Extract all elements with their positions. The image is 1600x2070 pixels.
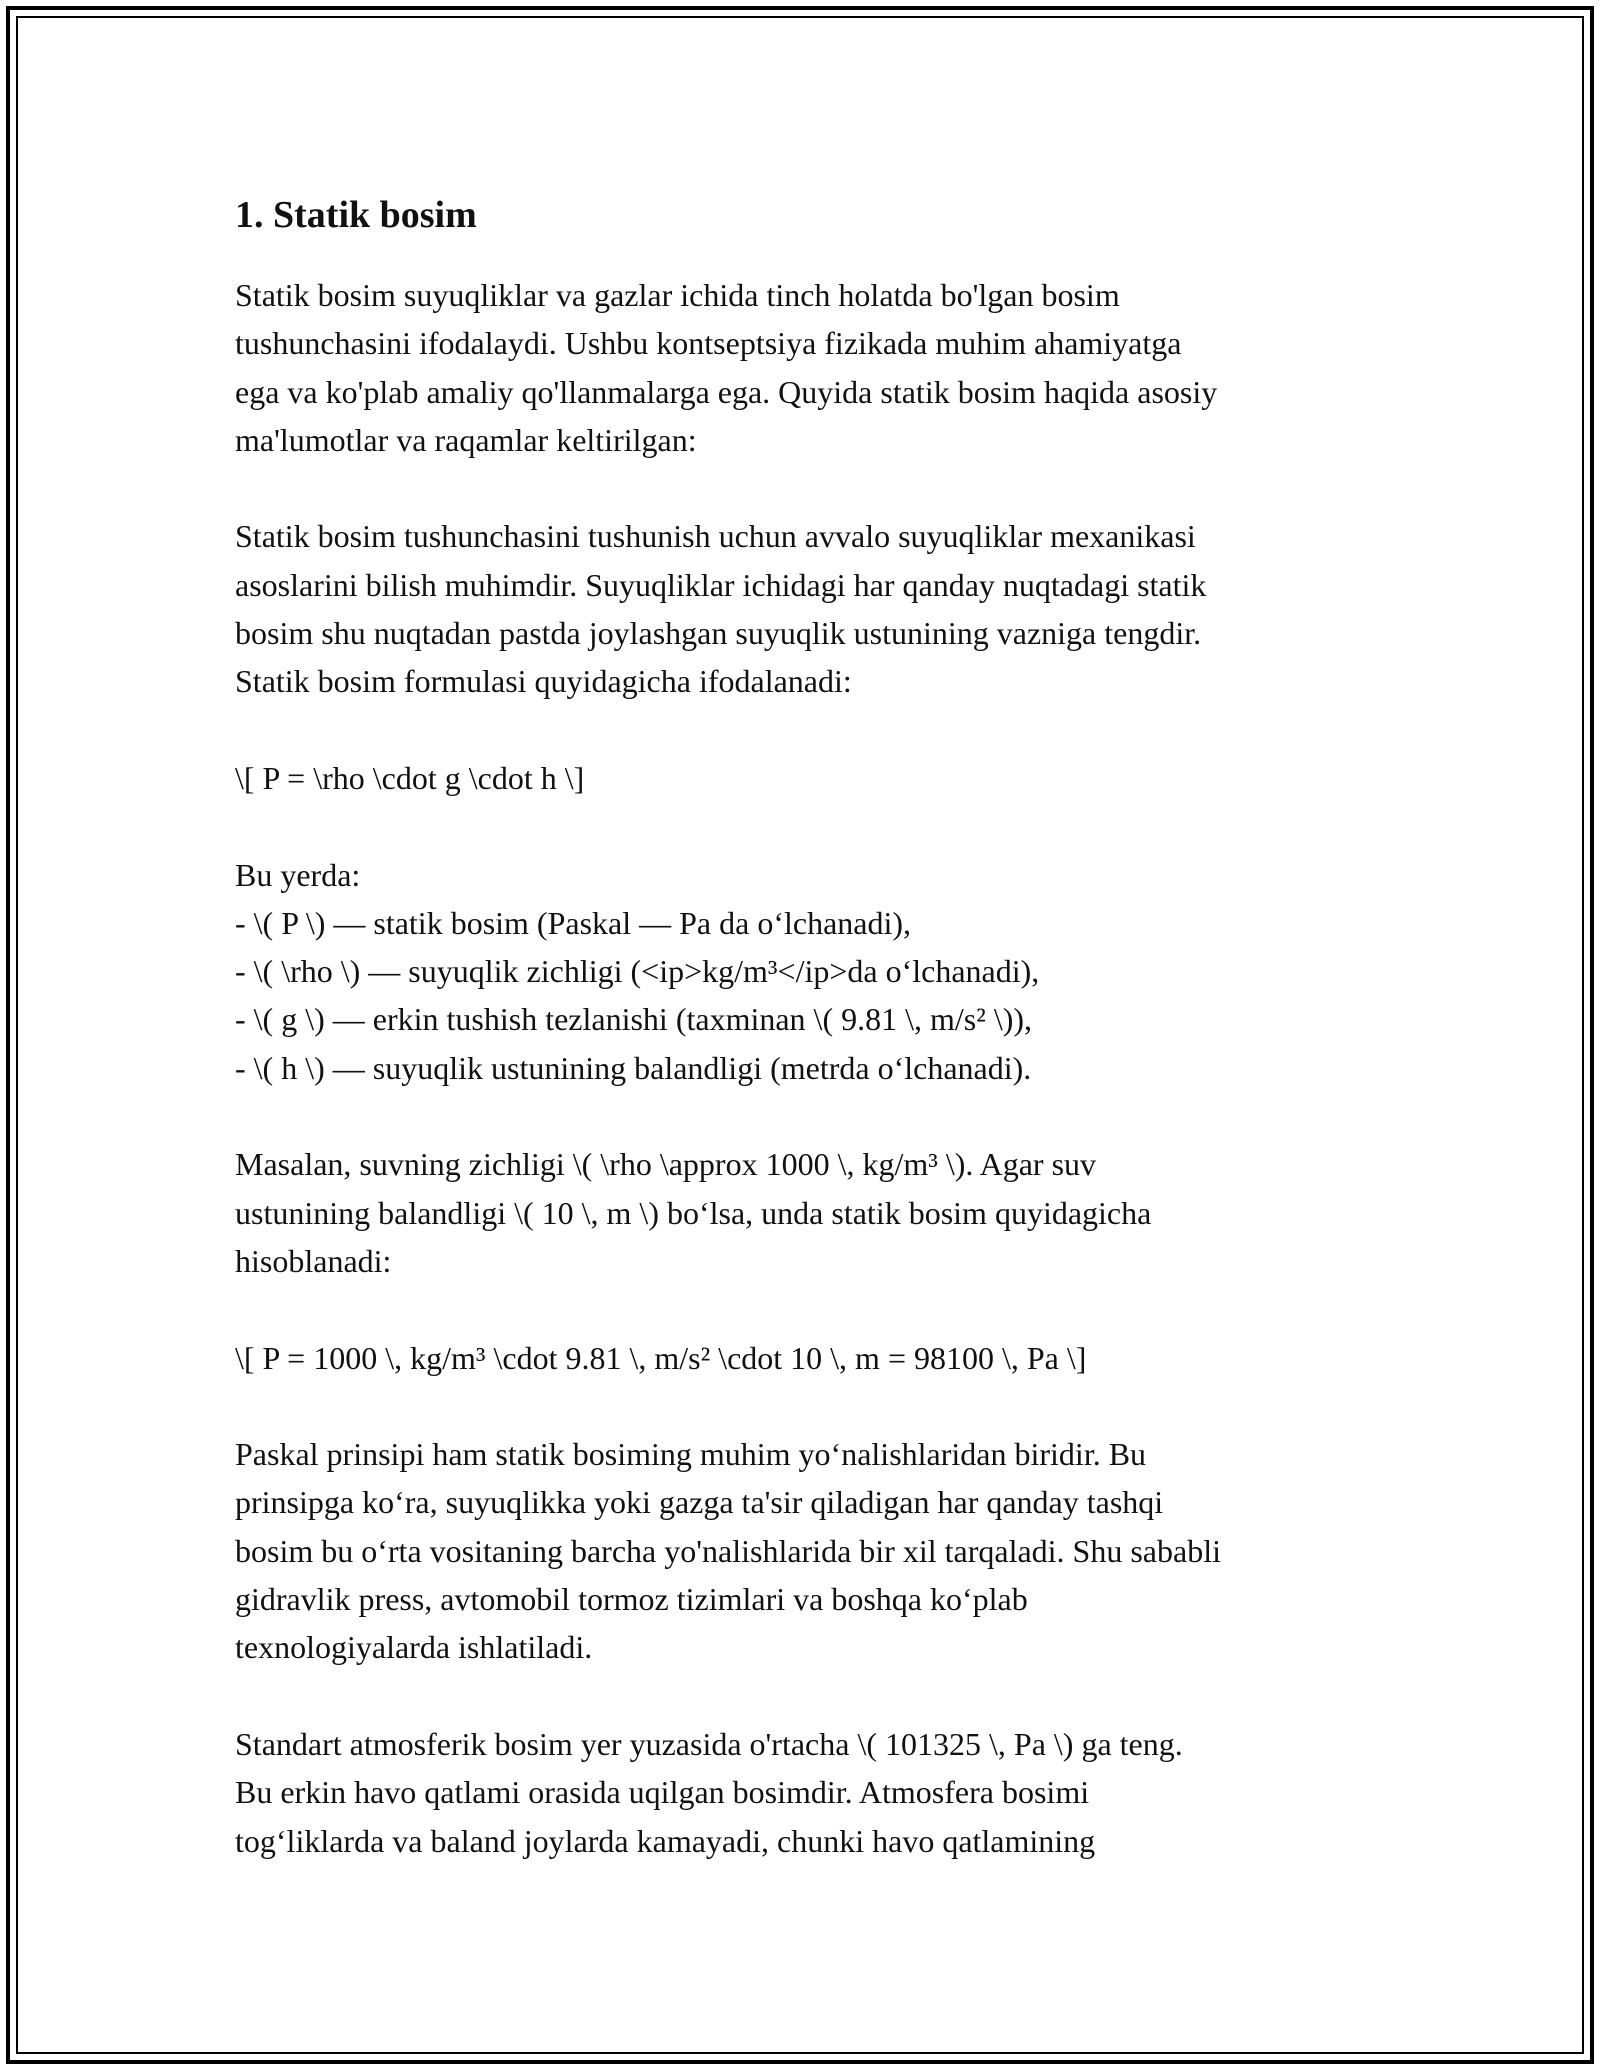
text-line: prinsipga ko‘ra, suyuqlikka yoki gazga ta'sir qiladigan har qanday tashqi (235, 1484, 1164, 1521)
pascal-paragraph (235, 1430, 1375, 1671)
text-line: Statik bosim formulasi quyidagicha ifodalanadi: (235, 663, 852, 700)
list-item: - \( \rho \) — suyuqlik zichligi (<ip>kg/m³</ip>da o‘lchanadi), (235, 953, 1040, 990)
text-line: ega va ko'plab amaliy qo'llanmalarga ega. Quyida statik bosim haqida asosiy (235, 373, 1218, 410)
text-line: Masalan, suvning zichligi \( \rho \approx 1000 \, kg/m³ \). Agar suv (235, 1146, 1097, 1183)
section-title: 1. Statik bosim (235, 194, 477, 236)
example-formula (235, 1334, 1375, 1382)
text-line: Standart atmosferik bosim yer yuzasida o'rtacha \( 101325 \, Pa \) ga teng. (235, 1725, 1183, 1762)
variables-list (235, 851, 1375, 1092)
text-line: Paskal prinsipi ham statik bosiming muhim yo‘nalishlaridan biridir. Bu (235, 1436, 1147, 1473)
text-line: ustunining balandligi \( 10 \, m \) bo‘lsa, unda statik bosim quyidagicha (235, 1194, 1152, 1231)
formula-line: \[ P = \rho \cdot g \cdot h \] (235, 759, 585, 796)
pressure-formula (235, 754, 1375, 802)
list-item: - \( g \) — erkin tushish tezlanishi (taxminan \( 9.81 \, m/s² \)), (235, 1001, 1033, 1038)
text-line: gidravlik press, avtomobil tormoz tizimlari va boshqa ko‘plab (235, 1581, 1028, 1618)
text-line: Statik bosim tushunchasini tushunish uchun avvalo suyuqliklar mexanikasi (235, 518, 1196, 555)
text-line: Bu erkin havo qatlami orasida uqilgan bosimdir. Atmosfera bosimi (235, 1774, 1090, 1811)
text-line: texnologiyalarda ishlatiladi. (235, 1629, 593, 1666)
text-line: ma'lumotlar va raqamlar keltirilgan: (235, 421, 697, 458)
text-line: tog‘liklarda va baland joylarda kamayadi, chunki havo qatlamining (235, 1822, 1096, 1859)
definition-paragraph (235, 512, 1375, 705)
text-line: hisoblanadi: (235, 1242, 392, 1279)
document-body (235, 185, 1375, 1913)
intro-paragraph (235, 271, 1375, 464)
text-line: bosim bu o‘rta vositaning barcha yo'nalishlarida bir xil tarqaladi. Shu sababli (235, 1532, 1221, 1569)
list-item: - \( P \) — statik bosim (Paskal — Pa da o‘lchanadi), (235, 904, 912, 941)
list-item: - \( h \) — suyuqlik ustunining balandligi (metrda o‘lchanadi). (235, 1049, 1032, 1086)
list-heading: Bu yerda: (235, 856, 361, 893)
text-line: tushunchasini ifodalaydi. Ushbu kontseptsiya fizikada muhim ahamiyatga (235, 325, 1182, 362)
example-paragraph (235, 1140, 1375, 1285)
text-line: bosim shu nuqtadan pastda joylashgan suyuqlik ustunining vazniga tengdir. (235, 615, 1202, 652)
text-line: asoslarini bilish muhimdir. Suyuqliklar ichidagi har qanday nuqtadagi statik (235, 566, 1207, 603)
formula-line: \[ P = 1000 \, kg/m³ \cdot 9.81 \, m/s² \cdot 10 \, m = 98100 \, Pa \] (235, 1339, 1087, 1376)
text-line: Statik bosim suyuqliklar va gazlar ichida tinch holatda bo'lgan bosim (235, 277, 1120, 313)
atmosphere-paragraph (235, 1720, 1375, 1865)
